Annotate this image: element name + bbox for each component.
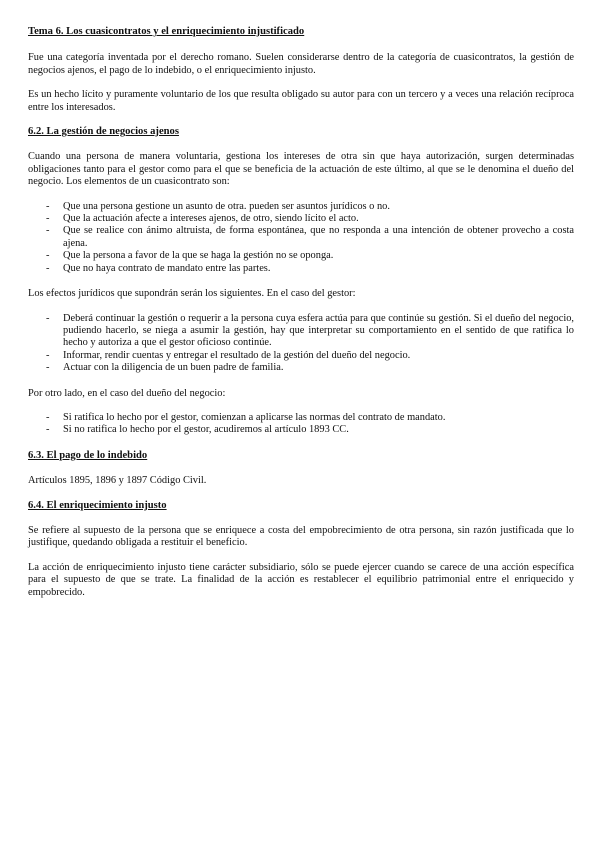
list-item: - Que la actuación afecte a intereses ajenos, de otro, siendo lícito el acto. [28,213,574,225]
owner-effects-list [28,412,574,437]
gestor-effects-list [28,313,574,375]
list-item: - Que una persona gestione un asunto de otra. pueden ser asuntos jurídicos o no. [28,201,574,213]
section-heading-pago: 6.3. El pago de lo indebido [28,449,148,461]
list-item: - Si ratifica lo hecho por el gestor, comienzan a aplicarse las normas del contrato de mandato. [28,412,574,424]
section-heading-gestion: 6.2. La gestión de negocios ajenos [28,126,179,138]
list-item: - Si no ratifica lo hecho por el gestor, acudiremos al artículo 1893 CC. [28,424,574,436]
document-page [28,26,574,611]
elements-list [28,201,574,275]
list-item: - Que se realice con ánimo altruista, de forma espontánea, que no responda a una intención de obtener provecho a costa ajena. [28,225,574,250]
pago-paragraph: Artículos 1895, 1896 y 1897 Código Civil. [28,475,207,487]
list-item: - Actuar con la diligencia de un buen padre de familia. [28,362,574,374]
list-item: - Informar, rendir cuentas y entregar el resultado de la gestión del dueño del negocio. [28,350,574,362]
effects-intro-paragraph: Los efectos jurídicos que supondrán serán los siguientes. En el caso del gestor: [28,288,356,300]
intro-paragraph: Fue una categoría inventada por el derecho romano. Suelen considerarse dentro de la categoría de cuasicontratos, la gestión de negocios ajenos, el pago de lo indebido, o el enriquecimiento injusto. [28,52,574,76]
enriquecimiento-paragraph: Se refiere al supuesto de la persona que se enriquece a costa del empobrecimiento de otra persona, sin razón justificada que lo justifique, quedando obligada a restituir el beneficio. [28,524,574,549]
list-item: - Que no haya contrato de mandato entre las partes. [28,263,574,275]
page-title: Tema 6. Los cuasicontratos y el enriquecimiento injustificado [28,26,305,37]
intro-paragraph: Es un hecho lícito y puramente voluntario de los que resulta obligado su autor para con un tercero y a veces una relación recíproca entre los interesados. [28,89,574,113]
owner-intro-paragraph: Por otro lado, en el caso del dueño del negocio: [28,387,226,399]
list-item: - Que la persona a favor de la que se haga la gestión no se oponga. [28,250,574,262]
enriquecimiento-paragraph: La acción de enriquecimiento injusto tiene carácter subsidiario, sólo se puede ejercer cuando se carece de una acción específica para el supuesto de que se trate. La finalidad de la acción es restablecer el equilibrio patrimonial entre el enriquecido y empobrecido. [28,561,574,598]
section-heading-enriquecimiento: 6.4. El enriquecimiento injusto [28,499,167,511]
list-item: - Deberá continuar la gestión o requerir a la persona cuya esfera actúa para que continúe su gestión. Si el dueño del negocio, pudiendo hacerlo, se niega a asumir la gestión, hay que interpretar su comportamiento en el sentido de que ratifica lo hecho y autoriza a que el gestor oficioso continúe. [28,313,574,350]
gestion-intro-paragraph: Cuando una persona de manera voluntaria, gestiona los intereses de otra sin que haya autorización, surgen determinadas obligaciones tanto para el gestor como para el que se beneficia de la actuación de este último, al que se le denomina el dueño del negocio. Los elementos de un cuasicontrato son: [28,151,574,188]
